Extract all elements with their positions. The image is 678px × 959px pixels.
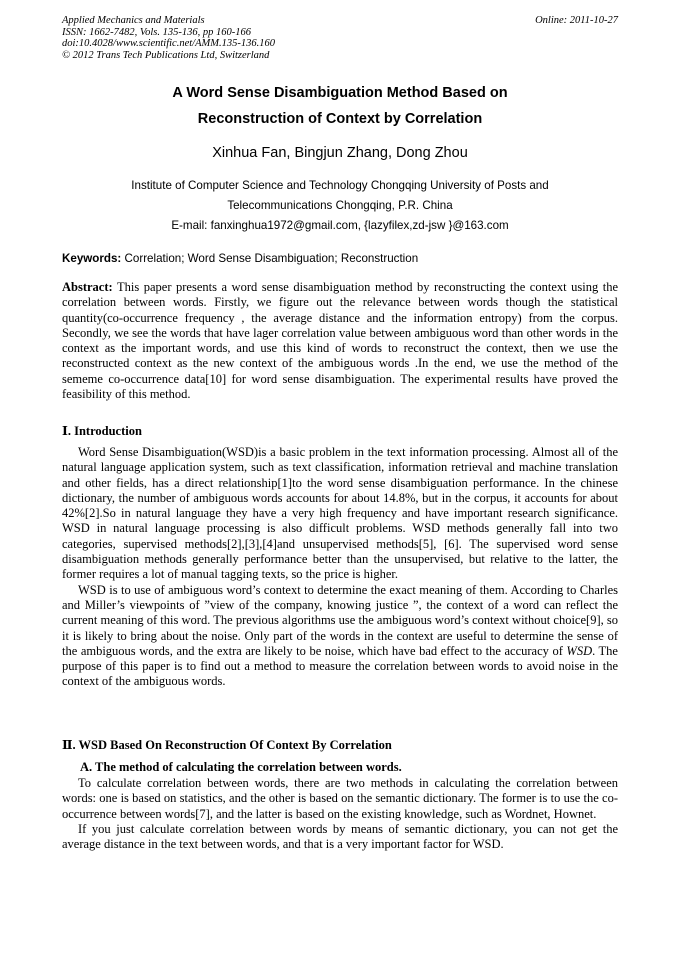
issn-line: ISSN: 1662-7482, Vols. 135-136, pp 160-166 bbox=[62, 26, 251, 38]
paper-title bbox=[62, 80, 618, 132]
section-heading-introduction: Ⅰ. Introduction bbox=[62, 424, 142, 438]
paragraph: If you just calculate correlation between words by means of semantic dictionary, you can not get the average distance in the text between words, and that is a very important factor for WSD. bbox=[62, 821, 618, 852]
title-line-2: Reconstruction of Context by Correlation bbox=[197, 111, 483, 127]
paragraph: To calculate correlation between words, there are two methods in calculating the correlation between words: one is based on statistics, and the other is based on the semantic dictionary. The former is to use the co-occurrence between words[7], and the latter is based on the existing knowledge, such as Wordnet, Hownet. bbox=[62, 776, 618, 821]
emphasis-text: WSD bbox=[566, 643, 593, 658]
doi-line: doi:10.4028/www.scientific.net/AMM.135-136.160 bbox=[62, 38, 275, 49]
email-line: E-mail: fanxinghua1972@gmail.com, {lazyfilex,zd-jsw }@163.com bbox=[171, 219, 509, 232]
keywords-label: Keywords: bbox=[62, 252, 122, 265]
online-date: Online: 2011-10-27 bbox=[535, 15, 618, 26]
paragraph bbox=[62, 583, 618, 690]
section-heading-2: Ⅱ. WSD Based On Reconstruction Of Context By Correlation bbox=[62, 738, 392, 752]
paragraph: Word Sense Disambiguation(WSD)is a basic problem in the text information processing. Almost all of the natural language application system, such as text classification, information retrieval and machine translation and other fields, has a direct relationship[1]to the word sense disambiguation performance. In the chinese dictionary, the number of ambiguous words accounts for about 14.8%, but in the corpus, it accounts for about 42%[2].So in natural language they have a very high frequency and have important research significance. WSD in natural language processing is also difficult problems. WSD methods generally fall into two categories, supervised methods[2],[3],[4]and unsupervised methods[5], [6]. The supervised word sense disambiguation methods generally performance better than the unsupervised, but relative to the latter, the former requires a lot of manual tagging texts, so the price is higher. bbox=[62, 445, 618, 582]
journal-name: Applied Mechanics and Materials bbox=[62, 15, 205, 26]
running-header bbox=[62, 15, 618, 61]
paragraph-text: . The purpose of this paper is to find out a method to measure the correlation between words to avoid noise in the context of the ambiguous words. bbox=[62, 643, 618, 689]
title-line-1: A Word Sense Disambiguation Method Based on bbox=[172, 85, 508, 101]
keywords-text: Correlation; Word Sense Disambiguation; Reconstruction bbox=[124, 252, 419, 265]
abstract-label: Abstract: bbox=[62, 280, 113, 294]
affiliation-line-2: Telecommunications Chongqing, P.R. China bbox=[227, 199, 453, 212]
paragraph-text: WSD is to use of ambiguous word’s context to determine the exact meaning of them. According to Charles and Miller’s viewpoints of ”view of the company, knowing justice ”, the context of a word can reflect the current meaning of this word. The previous algorithms use the ambiguous word’s context without choice[9], so it is likely to bring about the noise. Only part of the words in the context are useful to determine the sense of the ambiguous words, and the extra are likely to be noise, which have bad effect to the accuracy of bbox=[62, 582, 618, 658]
introduction-body bbox=[62, 445, 618, 690]
affiliation-line-1: Institute of Computer Science and Technology Chongqing University of Posts and bbox=[131, 179, 549, 192]
section-2-body bbox=[62, 776, 618, 852]
authors: Xinhua Fan, Bingjun Zhang, Dong Zhou bbox=[212, 145, 468, 161]
keywords bbox=[62, 252, 618, 265]
affiliation bbox=[62, 176, 618, 236]
abstract bbox=[62, 280, 618, 402]
copyright-line: © 2012 Trans Tech Publications Ltd, Switzerland bbox=[62, 49, 270, 61]
abstract-text: This paper presents a word sense disambiguation method by reconstructing the context using the correlation between words. Firstly, we figure out the relevance between words though the statistical quantity(co-occurrence frequency , the average distance and the information entropy) from the corpus. Secondly, we see the words that have lager correlation value between ambiguous word than other words in the context as the important words, and use this kind of words to reconstruct the context, then we use the reconstructed context as the new context of the ambiguous words .In the end, we use the method of the sememe co-occurrence data[10] for word sense disambiguation. The experimental results have proved the feasibility of this method. bbox=[62, 280, 618, 402]
subsection-heading-a: A. The method of calculating the correlation between words. bbox=[80, 760, 402, 774]
